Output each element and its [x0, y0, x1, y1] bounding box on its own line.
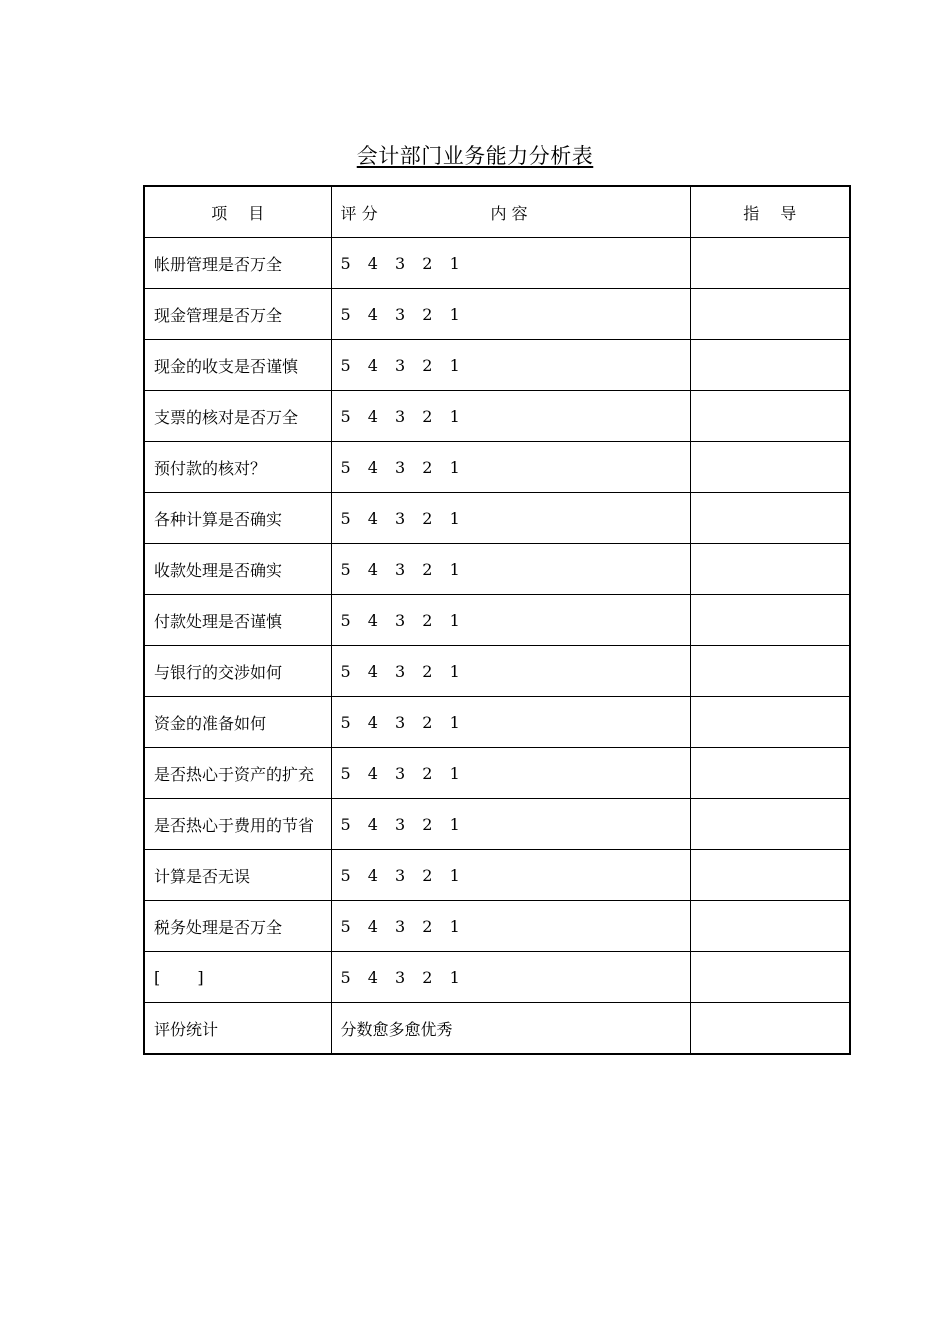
table-row: [144, 340, 850, 391]
item-cell: 计算是否无误: [144, 850, 331, 901]
score-cell: 5 4 3 2 1: [331, 952, 690, 1003]
score-cell: 5 4 3 2 1: [331, 595, 690, 646]
guidance-cell[interactable]: [690, 646, 850, 697]
table-row: [144, 391, 850, 442]
score-cell: 5 4 3 2 1: [331, 697, 690, 748]
guidance-cell[interactable]: [690, 340, 850, 391]
table-row: [144, 238, 850, 289]
item-cell: 各种计算是否确实: [144, 493, 331, 544]
table-row: [144, 442, 850, 493]
guidance-cell[interactable]: [690, 238, 850, 289]
item-cell: 现金的收支是否谨慎: [144, 340, 331, 391]
score-cell: 5 4 3 2 1: [331, 799, 690, 850]
item-cell: 与银行的交涉如何: [144, 646, 331, 697]
table-row: [144, 544, 850, 595]
table-row: [144, 850, 850, 901]
guidance-cell[interactable]: [690, 697, 850, 748]
score-cell: 5 4 3 2 1: [331, 442, 690, 493]
score-cell: 5 4 3 2 1: [331, 850, 690, 901]
guidance-cell[interactable]: [690, 1003, 850, 1055]
table-row: [144, 799, 850, 850]
guidance-cell[interactable]: [690, 952, 850, 1003]
item-cell: 预付款的核对？: [144, 442, 331, 493]
header-guidance: 指 导: [690, 186, 850, 238]
table-row: [144, 697, 850, 748]
assessment-table: [143, 185, 851, 1055]
guidance-cell[interactable]: [690, 850, 850, 901]
item-cell: 评份统计: [144, 1003, 331, 1055]
header-score-content: [331, 186, 690, 238]
guidance-cell[interactable]: [690, 289, 850, 340]
guidance-cell[interactable]: [690, 595, 850, 646]
header-score: 评 分: [340, 203, 378, 223]
item-cell: 现金管理是否万全: [144, 289, 331, 340]
table-row: [144, 901, 850, 952]
table-row: [144, 493, 850, 544]
score-cell: 5 4 3 2 1: [331, 748, 690, 799]
item-cell: 是否热心于费用的节省: [144, 799, 331, 850]
score-cell: 5 4 3 2 1: [331, 340, 690, 391]
score-cell: 5 4 3 2 1: [331, 901, 690, 952]
score-cell: 5 4 3 2 1: [331, 238, 690, 289]
item-cell: 支票的核对是否万全: [144, 391, 331, 442]
summary-note-cell: 分数愈多愈优秀: [331, 1003, 690, 1055]
item-cell: [ ]: [144, 952, 331, 1003]
item-cell: 收款处理是否确实: [144, 544, 331, 595]
guidance-cell[interactable]: [690, 901, 850, 952]
table-row: [144, 595, 850, 646]
score-cell: 5 4 3 2 1: [331, 544, 690, 595]
score-cell: 5 4 3 2 1: [331, 289, 690, 340]
header-content: 内 容: [490, 203, 528, 223]
guidance-cell[interactable]: [690, 493, 850, 544]
guidance-cell[interactable]: [690, 544, 850, 595]
item-cell: 税务处理是否万全: [144, 901, 331, 952]
score-cell: 5 4 3 2 1: [331, 646, 690, 697]
page-title: 会计部门业务能力分析表: [356, 144, 594, 168]
table-row: [144, 646, 850, 697]
score-cell: 5 4 3 2 1: [331, 391, 690, 442]
table-header-row: [144, 186, 850, 238]
item-cell: 是否热心于资产的扩充: [144, 748, 331, 799]
item-cell: 资金的准备如何: [144, 697, 331, 748]
item-cell: 帐册管理是否万全: [144, 238, 331, 289]
table-body: [144, 238, 850, 1055]
guidance-cell[interactable]: [690, 391, 850, 442]
score-cell: 5 4 3 2 1: [331, 493, 690, 544]
table-row: [144, 952, 850, 1003]
table-row: [144, 748, 850, 799]
guidance-cell[interactable]: [690, 799, 850, 850]
summary-row: [144, 1003, 850, 1055]
header-item: 项 目: [144, 186, 331, 238]
table-row: [144, 289, 850, 340]
item-cell: 付款处理是否谨慎: [144, 595, 331, 646]
guidance-cell[interactable]: [690, 442, 850, 493]
guidance-cell[interactable]: [690, 748, 850, 799]
